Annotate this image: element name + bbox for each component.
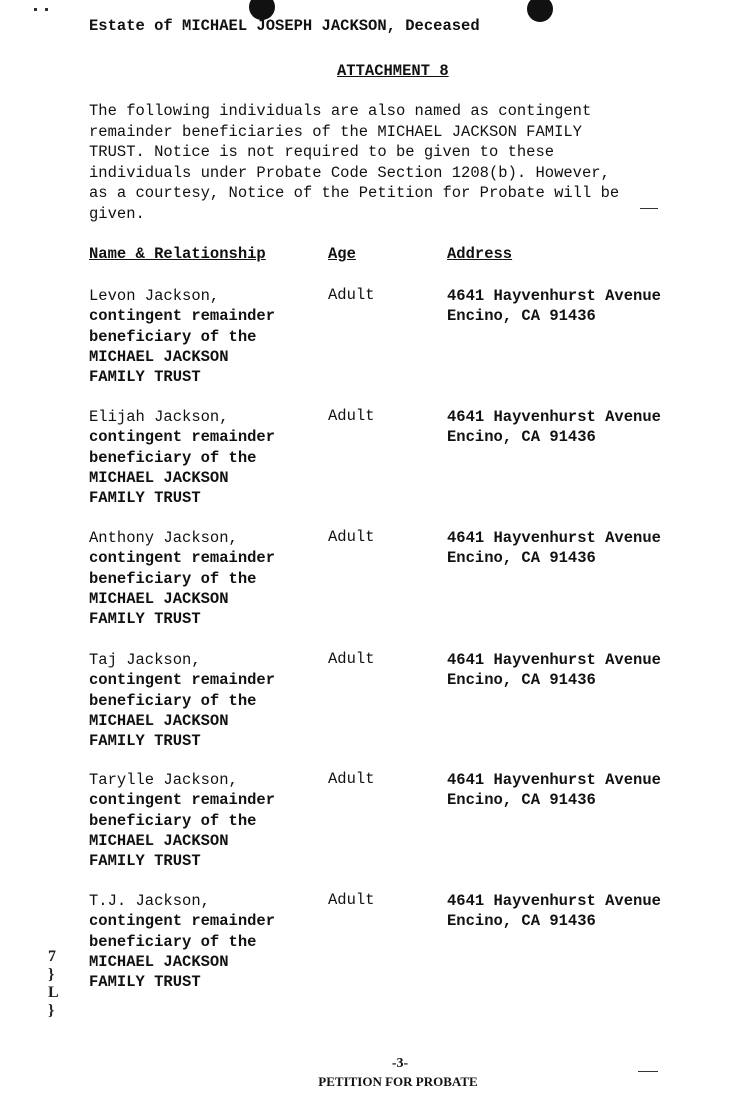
beneficiary-name-relationship (89, 650, 275, 751)
beneficiary-name: Elijah Jackson, (89, 408, 229, 426)
relationship-line: contingent remainder (89, 549, 276, 568)
beneficiary-age: Adult (328, 770, 375, 788)
beneficiary-entry (0, 891, 750, 1001)
margin-scribble: 7 } L } (48, 948, 59, 1019)
column-header-age: Age (328, 245, 356, 263)
beneficiary-name-relationship (89, 286, 275, 387)
scan-speck (45, 8, 48, 11)
beneficiary-entry (0, 650, 750, 760)
address-street: 4641 Hayvenhurst Avenue (447, 771, 661, 789)
beneficiary-entry (0, 770, 750, 880)
relationship-line: beneficiary of the (89, 691, 257, 710)
relationship-line: MICHAEL JACKSON (89, 468, 229, 487)
address-street: 4641 Hayvenhurst Avenue (447, 892, 661, 910)
page-number: -3- (391, 1056, 409, 1071)
beneficiary-name-relationship (89, 407, 275, 508)
relationship-line: MICHAEL JACKSON (89, 347, 229, 366)
address-city: Encino, CA 91436 (447, 671, 596, 690)
beneficiary-age: Adult (328, 891, 375, 909)
relationship-line: FAMILY TRUST (89, 973, 201, 992)
beneficiary-name: Taj Jackson, (89, 651, 201, 669)
beneficiary-age: Adult (328, 528, 375, 546)
address-city: Encino, CA 91436 (447, 428, 596, 447)
beneficiary-name: Levon Jackson, (89, 287, 220, 305)
beneficiary-entry (0, 528, 750, 638)
beneficiary-entry (0, 407, 750, 517)
intro-paragraph: The following individuals are also named as contingent remainder beneficiaries of the MICHAEL JACKSON FAMILY TRUST. Notice is not required to be given to these individuals under Probate Code Section 1208(b). However, as a courtesy, Notice of the Petition for Probate will be given. (89, 102, 620, 223)
relationship-line: MICHAEL JACKSON (89, 952, 229, 971)
address-street: 4641 Hayvenhurst Avenue (447, 408, 661, 426)
relationship-line: beneficiary of the (89, 327, 257, 346)
beneficiary-name-relationship (89, 528, 275, 629)
relationship-line: beneficiary of the (89, 932, 257, 951)
address-street: 4641 Hayvenhurst Avenue (447, 287, 661, 305)
beneficiary-address (447, 650, 661, 691)
footer-document-title: PETITION FOR PROBATE (318, 1074, 478, 1089)
address-city: Encino, CA 91436 (447, 912, 596, 931)
beneficiary-address (447, 407, 661, 448)
address-city: Encino, CA 91436 (447, 549, 596, 568)
beneficiary-age: Adult (328, 650, 375, 668)
relationship-line: FAMILY TRUST (89, 368, 201, 387)
beneficiary-address (447, 770, 661, 811)
column-header-name: Name & Relationship (89, 245, 266, 263)
beneficiary-age: Adult (328, 407, 375, 425)
relationship-line: FAMILY TRUST (89, 610, 201, 629)
relationship-line: contingent remainder (89, 671, 276, 690)
beneficiary-age: Adult (328, 286, 375, 304)
relationship-line: MICHAEL JACKSON (89, 589, 229, 608)
beneficiary-entry (0, 286, 750, 396)
beneficiary-name-relationship (89, 770, 275, 871)
relationship-line: beneficiary of the (89, 448, 257, 467)
relationship-line: FAMILY TRUST (89, 732, 201, 751)
column-header-address: Address (447, 245, 513, 263)
address-street: 4641 Hayvenhurst Avenue (447, 529, 661, 547)
relationship-line: contingent remainder (89, 428, 276, 447)
punch-hole-right (527, 0, 553, 22)
relationship-line: contingent remainder (89, 307, 276, 326)
beneficiary-name: Anthony Jackson, (89, 529, 238, 547)
relationship-line: FAMILY TRUST (89, 852, 201, 871)
beneficiary-address (447, 528, 661, 569)
relationship-line: contingent remainder (89, 912, 276, 931)
attachment-title: ATTACHMENT 8 (337, 62, 449, 80)
relationship-line: MICHAEL JACKSON (89, 711, 229, 730)
scan-speck (34, 8, 37, 11)
relationship-line: contingent remainder (89, 791, 276, 810)
beneficiary-address (447, 286, 661, 327)
estate-header: Estate of MICHAEL JOSEPH JACKSON, Deceased (89, 17, 480, 35)
beneficiary-name: Tarylle Jackson, (89, 771, 238, 789)
address-city: Encino, CA 91436 (447, 791, 596, 810)
address-city: Encino, CA 91436 (447, 307, 596, 326)
address-street: 4641 Hayvenhurst Avenue (447, 651, 661, 669)
relationship-line: beneficiary of the (89, 569, 257, 588)
beneficiary-name-relationship (89, 891, 275, 992)
beneficiary-name: T.J. Jackson, (89, 892, 210, 910)
beneficiary-address (447, 891, 661, 932)
relationship-line: beneficiary of the (89, 811, 257, 830)
relationship-line: MICHAEL JACKSON (89, 831, 229, 850)
relationship-line: FAMILY TRUST (89, 489, 201, 508)
